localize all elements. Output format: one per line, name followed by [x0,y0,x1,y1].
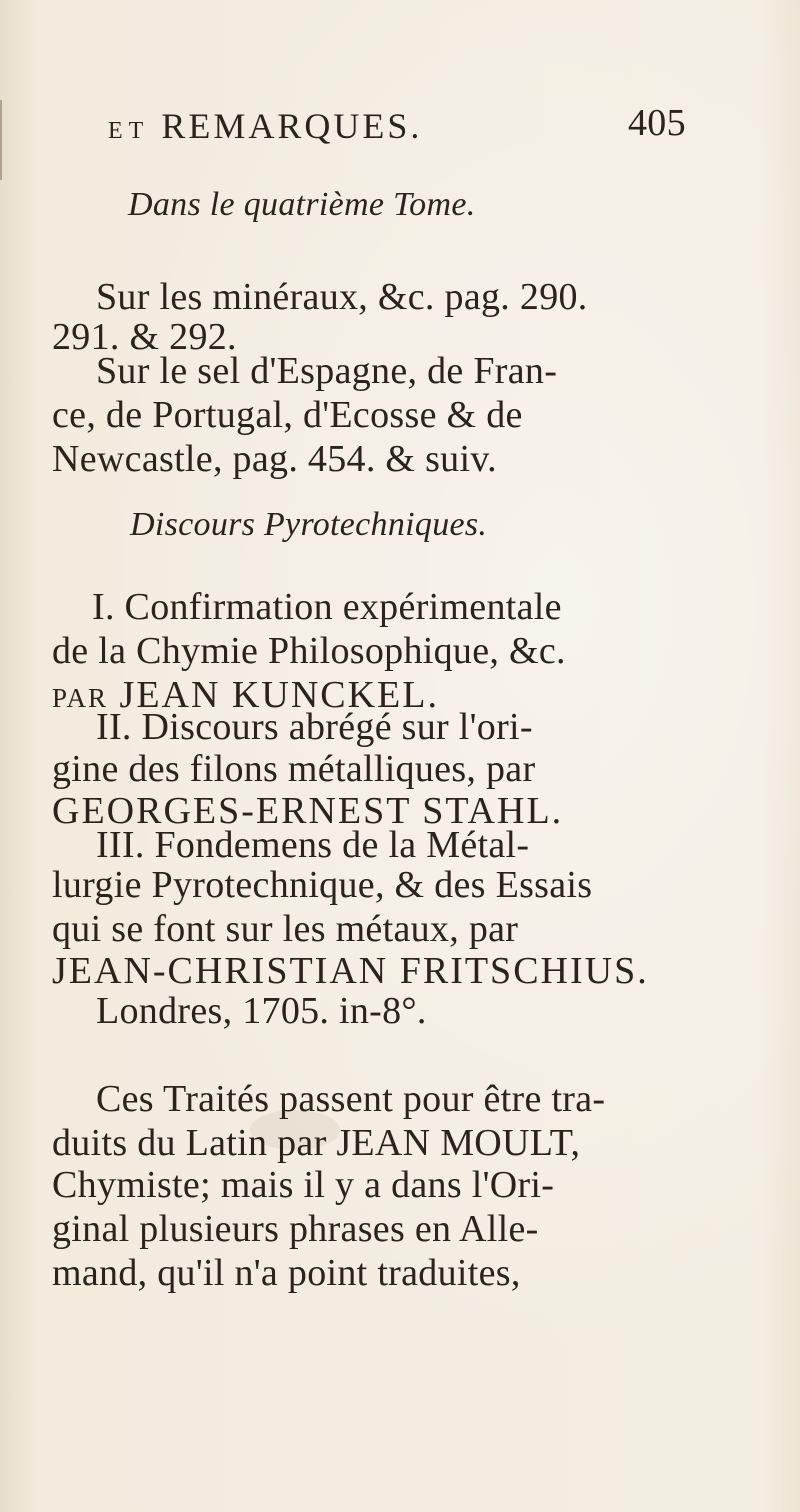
text-line: gine des filons métalliques, par [52,748,536,790]
header-remarques: REMARQUES. [161,106,423,146]
running-header [108,108,422,144]
text-line: II. Discours abrégé sur l'ori- [96,706,533,748]
text-line: duits du Latin par JEAN MOULT, [52,1122,581,1164]
page-number: 405 [628,102,686,144]
header-et: ET [108,118,150,144]
section-heading-tome: Dans le quatrième Tome. [128,186,476,223]
imprint-line: Londres, 1705. in-8°. [96,990,427,1032]
text-line: III. Fondemens de la Métal- [96,824,530,866]
text-line: 291. & 292. [52,316,237,358]
text-line: ce, de Portugal, d'Ecosse & de [52,394,523,436]
text-line: Newcastle, pag. 454. & suiv. [52,438,497,480]
text-line: Sur les minéraux, &c. pag. 290. [96,276,588,318]
text-line: I. Confirmation expérimentale [92,586,562,628]
text-line: ginal plusieurs phrases en Alle- [52,1208,539,1250]
text-line: qui se font sur les métaux, par [52,908,519,950]
author-name: JEAN-CHRISTIAN FRITSCHIUS. [52,950,649,992]
text-line: Sur le sel d'Espagne, de Fran- [96,350,558,392]
text-line: Chymiste; mais il y a dans l'Ori- [52,1164,555,1206]
page-edge-mark [0,100,12,180]
text-line: de la Chymie Philosophique, &c. [52,630,566,672]
section-heading-discours: Discours Pyrotechniques. [130,506,488,543]
author-name: par JEAN KUNCKEL. [52,674,439,716]
text-line: mand, qu'il n'a point traduites, [52,1252,521,1294]
text-line: Ces Traités passent pour être tra- [96,1078,606,1120]
text-line: lurgie Pyrotechnique, & des Essais [52,864,593,906]
author-name: GEORGES-ERNEST STAHL. [52,790,564,832]
